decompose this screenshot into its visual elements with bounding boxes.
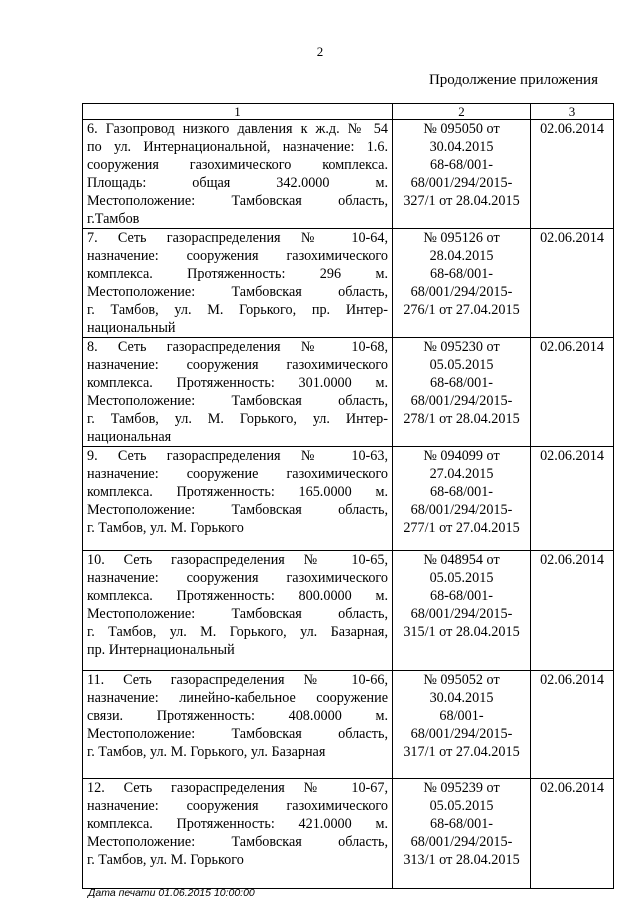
registration-line: № 095050 от — [423, 121, 500, 137]
object-description-cell — [83, 120, 393, 229]
description-line: назначение: линейно-кабельное сооружение — [87, 690, 388, 706]
description-line: 10. Сеть газораспределения № 10-65, — [87, 552, 388, 568]
registration-line: № 095239 от — [423, 780, 500, 796]
column-header-1: 1 — [83, 104, 393, 120]
table-row — [83, 671, 614, 779]
object-description-cell — [83, 551, 393, 671]
description-line: связи. Протяженность: 408.0000 м. — [87, 708, 388, 724]
description-line: национальная — [87, 429, 172, 445]
continuation-heading: Продолжение приложения — [428, 72, 598, 88]
registration-line: 68/001/294/2015- — [410, 393, 513, 409]
description-line: сооружения газохимического комплекса. — [87, 157, 388, 173]
column-header-2: 2 — [393, 104, 531, 120]
date-cell: 02.06.2014 — [531, 229, 614, 338]
description-line: Местоположение: Тамбовская область, — [87, 606, 388, 622]
table-row — [83, 338, 614, 447]
table-row — [83, 120, 614, 229]
table-row — [83, 779, 614, 889]
description-line: назначение: сооружения газохимического — [87, 357, 388, 373]
description-line: г. Тамбов, ул. М. Горького, ул. Базарная — [87, 744, 326, 760]
description-line: назначение: сооружения газохимического — [87, 798, 388, 814]
registration-cell — [393, 338, 531, 447]
registration-line: 68/001- — [439, 708, 484, 724]
description-line: 7. Сеть газораспределения № 10-64, — [87, 230, 388, 246]
description-line: пр. Интернациональный — [87, 642, 235, 658]
object-description-cell — [83, 671, 393, 779]
description-line: 11. Сеть газораспределения № 10-66, — [87, 672, 388, 688]
date-cell: 02.06.2014 — [531, 338, 614, 447]
date-cell: 02.06.2014 — [531, 120, 614, 229]
description-line: г. Тамбов, ул. М. Горького — [87, 852, 244, 868]
date-cell: 02.06.2014 — [531, 447, 614, 551]
registration-line: 05.05.2015 — [429, 357, 494, 373]
description-line: 12. Сеть газораспределения № 10-67, — [87, 780, 388, 796]
registration-line: 30.04.2015 — [429, 139, 494, 155]
registration-cell — [393, 120, 531, 229]
table-row — [83, 229, 614, 338]
description-line: назначение: сооружения газохимического — [87, 570, 388, 586]
registration-line: 68-68/001- — [429, 157, 494, 173]
registration-line: 317/1 от 27.04.2015 — [403, 744, 520, 760]
registration-cell — [393, 229, 531, 338]
object-description-cell — [83, 229, 393, 338]
date-cell: 02.06.2014 — [531, 671, 614, 779]
registration-line: 313/1 от 28.04.2015 — [403, 852, 520, 868]
registration-cell — [393, 551, 531, 671]
description-line: Местоположение: Тамбовская область, — [87, 284, 388, 300]
description-line: 8. Сеть газораспределения № 10-68, — [87, 339, 388, 355]
registration-line: 315/1 от 28.04.2015 — [403, 624, 520, 640]
registration-line: 327/1 от 28.04.2015 — [403, 193, 520, 209]
description-line: г.Тамбов — [87, 211, 140, 227]
description-line: г. Тамбов, ул. М. Горького, ул. Базарная, — [87, 624, 388, 640]
description-line: Местоположение: Тамбовская область, — [87, 393, 388, 409]
description-line: по ул. Интернациональной, назначение: 1.6. — [87, 139, 388, 155]
registration-line: № 095126 от — [423, 230, 500, 246]
object-description-cell — [83, 447, 393, 551]
registration-line: 68-68/001- — [429, 375, 494, 391]
print-date-footer: Дата печати 01.06.2015 10:00:00 — [88, 887, 255, 899]
date-cell: 02.06.2014 — [531, 779, 614, 889]
object-description-cell — [83, 779, 393, 889]
registration-line: 68/001/294/2015- — [410, 726, 513, 742]
registration-cell — [393, 779, 531, 889]
page-number: 2 — [316, 44, 324, 59]
description-line: комплекса. Протяженность: 421.0000 м. — [87, 816, 388, 832]
registration-line: 276/1 от 27.04.2015 — [403, 302, 520, 318]
registration-line: 68-68/001- — [429, 266, 494, 282]
registration-line: № 094099 от — [423, 448, 500, 464]
registration-line: 278/1 от 28.04.2015 — [403, 411, 520, 427]
registration-line: 68-68/001- — [429, 588, 494, 604]
description-line: комплекса. Протяженность: 800.0000 м. — [87, 588, 388, 604]
registration-line: 28.04.2015 — [429, 248, 494, 264]
table-header-row — [83, 104, 614, 120]
registration-line: 68/001/294/2015- — [410, 284, 513, 300]
description-line: назначение: сооружения газохимического — [87, 248, 388, 264]
description-line: комплекса. Протяженность: 296 м. — [87, 266, 388, 282]
description-line: комплекса. Протяженность: 301.0000 м. — [87, 375, 388, 391]
description-line: г. Тамбов, ул. М. Горького, ул. Интер- — [87, 411, 388, 427]
registration-line: 68/001/294/2015- — [410, 502, 513, 518]
description-line: г. Тамбов, ул. М. Горького, пр. Интер- — [87, 302, 388, 318]
registration-cell — [393, 447, 531, 551]
registration-line: 27.04.2015 — [429, 466, 494, 482]
column-header-3: 3 — [531, 104, 614, 120]
table-row — [83, 447, 614, 551]
registration-line: 68-68/001- — [429, 484, 494, 500]
registration-line: № 095230 от — [423, 339, 500, 355]
description-line: Местоположение: Тамбовская область, — [87, 193, 388, 209]
registration-line: № 048954 от — [423, 552, 500, 568]
registration-line: № 095052 от — [423, 672, 500, 688]
registration-line: 68-68/001- — [429, 816, 494, 832]
registration-line: 277/1 от 27.04.2015 — [403, 520, 520, 536]
description-line: г. Тамбов, ул. М. Горького — [87, 520, 244, 536]
description-line: 6. Газопровод низкого давления к ж.д. № 54 — [87, 121, 388, 137]
table-row — [83, 551, 614, 671]
registration-line: 68/001/294/2015- — [410, 606, 513, 622]
description-line: Местоположение: Тамбовская область, — [87, 834, 388, 850]
description-line: Местоположение: Тамбовская область, — [87, 502, 388, 518]
description-line: национальный — [87, 320, 176, 336]
description-line: Местоположение: Тамбовская область, — [87, 726, 388, 742]
date-cell: 02.06.2014 — [531, 551, 614, 671]
registration-line: 05.05.2015 — [429, 570, 494, 586]
description-line: 9. Сеть газораспределения № 10-63, — [87, 448, 388, 464]
registration-line: 68/001/294/2015- — [410, 175, 513, 191]
description-line: Площадь: общая 342.0000 м. — [87, 175, 388, 191]
registration-line: 68/001/294/2015- — [410, 834, 513, 850]
description-line: комплекса. Протяженность: 165.0000 м. — [87, 484, 388, 500]
registration-line: 30.04.2015 — [429, 690, 494, 706]
registration-line: 05.05.2015 — [429, 798, 494, 814]
registration-cell — [393, 671, 531, 779]
object-description-cell — [83, 338, 393, 447]
description-line: назначение: сооружение газохимического — [87, 466, 388, 482]
appendix-table — [82, 103, 614, 889]
